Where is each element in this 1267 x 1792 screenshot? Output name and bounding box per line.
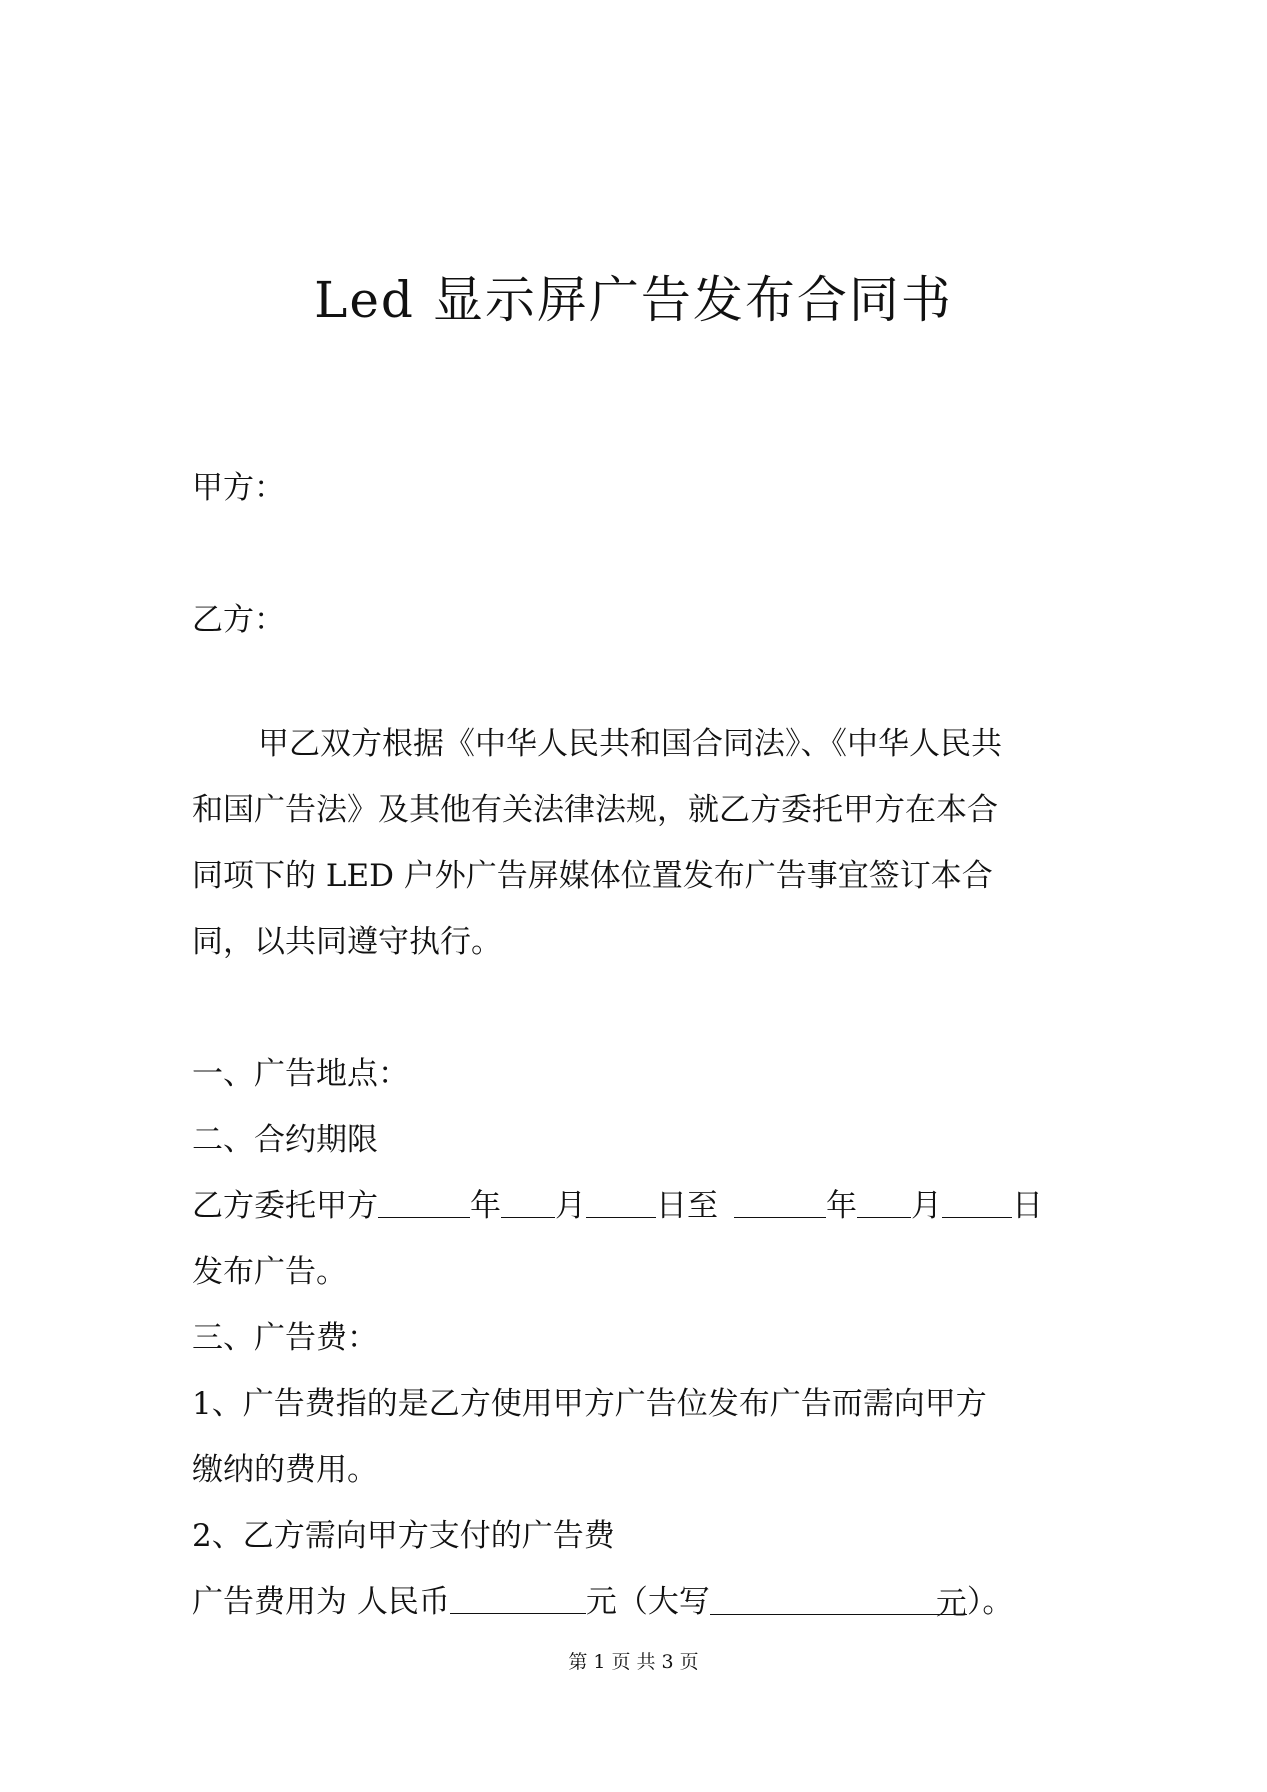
preamble-line-4: 同，以共同遵守执行。 — [192, 924, 502, 960]
term-day-to: 日至 — [656, 1188, 718, 1224]
term-line-2: 发布广告。 — [192, 1254, 347, 1290]
blank-end-year[interactable] — [734, 1187, 826, 1218]
blank-start-day[interactable] — [586, 1187, 656, 1218]
preamble-line-1: 甲乙双方根据《中华人民共和国合同法》、《中华人民共 — [258, 726, 1002, 762]
fee-amount-line — [192, 1582, 1072, 1622]
blank-fee-amount[interactable] — [450, 1583, 586, 1614]
preamble-line-2: 和国广告法》及其他有关法律法规，就乙方委托甲方在本合 — [192, 792, 998, 828]
preamble-line-3: 同项下的 LED 户外广告屏媒体位置发布广告事宜签订本合 — [192, 858, 993, 894]
blank-end-month[interactable] — [857, 1187, 911, 1218]
blank-start-month[interactable] — [501, 1187, 555, 1218]
fee-item-1-line-2: 缴纳的费用。 — [192, 1452, 378, 1488]
fee-close: ）。 — [966, 1584, 1014, 1620]
page-number-footer: 第 1 页 共 3 页 — [568, 1651, 699, 1673]
blank-fee-in-words[interactable] — [710, 1584, 967, 1622]
fee-prefix: 广告费用为 人民币 — [192, 1584, 450, 1620]
party-a-label: 甲方： — [192, 470, 285, 506]
fee-unit-end: 元 — [935, 1586, 967, 1622]
term-prefix: 乙方委托甲方 — [192, 1188, 378, 1224]
document-title: Led 显示屏广告发布合同书 — [314, 271, 953, 329]
fee-item-2: 2、乙方需向甲方支付的广告费 — [192, 1518, 615, 1554]
blank-start-year[interactable] — [378, 1187, 470, 1218]
section-ad-fee: 三、广告费： — [192, 1320, 378, 1356]
section-contract-term: 二、合约期限 — [192, 1122, 378, 1158]
party-b-label: 乙方： — [192, 602, 285, 638]
term-day-2: 日 — [1012, 1188, 1043, 1224]
blank-end-day[interactable] — [942, 1187, 1012, 1218]
term-line — [192, 1186, 1072, 1226]
fee-unit: 元（大写 — [585, 1584, 710, 1620]
section-ad-location: 一、广告地点： — [192, 1056, 409, 1092]
term-month-2: 月 — [911, 1188, 942, 1224]
fee-item-1-line-1: 1、广告费指的是乙方使用甲方广告位发布广告而需向甲方 — [192, 1386, 987, 1422]
term-year-2: 年 — [826, 1188, 857, 1224]
term-year-1: 年 — [470, 1188, 501, 1224]
term-month-1: 月 — [555, 1188, 586, 1224]
